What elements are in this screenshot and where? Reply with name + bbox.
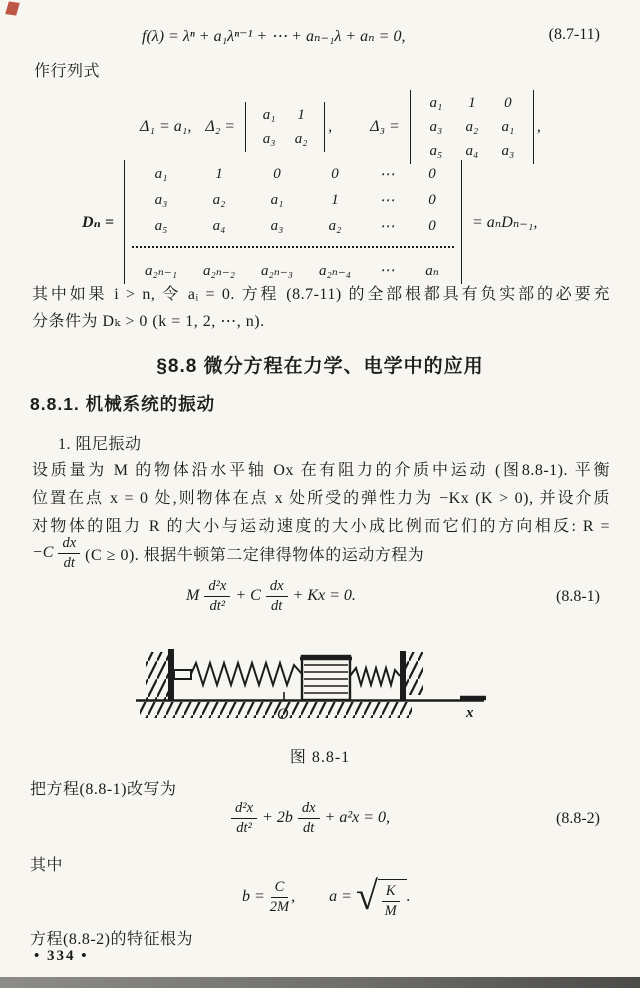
matrix-cell: a₃ bbox=[429, 118, 443, 135]
sqrt-k-over-m bbox=[355, 872, 407, 919]
roots-sentence: 方程(8.8-2)的特征根为 bbox=[30, 931, 193, 948]
fraction-denominator: dt bbox=[303, 819, 315, 836]
matrix-cell: 0 bbox=[428, 165, 436, 182]
matrix-cell: 0 bbox=[504, 94, 512, 111]
matrix-cell: a₅ bbox=[154, 217, 168, 234]
setup-paragraph-line1: 设质量为 M 的物体沿水平轴 Ox 在有阻力的介质中运动 (图8.8-1). 平衡 bbox=[32, 462, 610, 479]
dx-dt-fraction bbox=[266, 578, 288, 614]
page-number: • 334 • bbox=[34, 948, 89, 964]
dn-matrix bbox=[124, 160, 462, 284]
b-lhs: b = bbox=[242, 888, 265, 905]
matrix-cell: a₂ bbox=[328, 217, 342, 234]
matrix-cell: 1 bbox=[468, 94, 476, 111]
equation-tail-term: + a²x = 0, bbox=[324, 809, 391, 826]
matrix-cell: ⋯ bbox=[379, 218, 395, 235]
delta2-determinant bbox=[245, 102, 325, 152]
radical-sign: √ bbox=[355, 872, 378, 918]
matrix-cell: a₃ bbox=[262, 130, 276, 147]
comma: , bbox=[328, 118, 333, 135]
figure-caption: 图 8.8-1 bbox=[289, 749, 351, 766]
matrix-cell: a₂ₙ₋₁ bbox=[145, 262, 177, 279]
matrix-cell: a₂ₙ₋₄ bbox=[319, 262, 351, 279]
delta3-determinant bbox=[410, 90, 534, 164]
matrix-cell: 0 bbox=[428, 191, 436, 208]
matrix-cell: a₄ bbox=[212, 217, 226, 234]
origin-label: O bbox=[277, 706, 289, 723]
matrix-cell: a₁ bbox=[501, 118, 515, 135]
right-wall-hatch bbox=[406, 652, 423, 695]
setup-line4-text: (C ≥ 0). 根据牛顿第二定律得物体的运动方程为 bbox=[85, 546, 425, 564]
matrix-cell: a₃ bbox=[501, 142, 515, 159]
matrix-cell: 1 bbox=[331, 191, 339, 208]
mass-symbol: M bbox=[186, 587, 200, 604]
matrix-cell: 0 bbox=[331, 165, 339, 182]
equation-8-8-2-tag: (8.8-2) bbox=[556, 810, 600, 827]
left-wall-hatch bbox=[146, 652, 168, 700]
equation-8-7-11-tag: (8.7-11) bbox=[548, 26, 600, 43]
equation-8-8-1-tag: (8.8-1) bbox=[556, 588, 600, 605]
section-heading: §8.8 微分方程在力学、电学中的应用 bbox=[156, 356, 484, 377]
delta2-lhs: Δ₂ = bbox=[205, 118, 236, 135]
fraction-numerator: dx bbox=[298, 800, 320, 819]
make-determinant-label: 作行列式 bbox=[34, 63, 101, 80]
fraction-numerator: dx bbox=[266, 578, 288, 597]
matrix-cell: ⋯ bbox=[379, 262, 395, 279]
c-over-2m-fraction bbox=[270, 879, 289, 915]
matrix-cell: a₁ bbox=[262, 106, 276, 123]
equation-middle-term: + C bbox=[235, 587, 261, 604]
matrix-cell: ⋯ bbox=[379, 192, 395, 209]
fraction-denominator: 2M bbox=[269, 898, 290, 915]
dn-rhs: = aₙDₙ₋₁, bbox=[472, 214, 538, 231]
setup-paragraph-line4 bbox=[32, 532, 424, 574]
fraction-numerator: d²x bbox=[231, 800, 257, 819]
rewrite-sentence: 把方程(8.8-1)改写为 bbox=[30, 781, 177, 798]
matrix-cell: a₁ bbox=[270, 191, 284, 208]
characteristic-polynomial-formula: f(λ) = λⁿ + a₁λⁿ⁻¹ + ⋯ + aₙ₋₁λ + aₙ = 0, bbox=[142, 28, 406, 45]
matrix-cell: aₙ bbox=[425, 262, 439, 279]
equation-8-8-2 bbox=[226, 796, 390, 840]
fraction-denominator: dt bbox=[271, 597, 283, 614]
equation-tail-term: + Kx = 0. bbox=[292, 587, 356, 604]
comma: , bbox=[291, 888, 296, 905]
d2x-dt2-fraction bbox=[231, 800, 257, 836]
scan-edge-shadow bbox=[0, 977, 640, 988]
equation-8-8-1 bbox=[186, 574, 356, 618]
equation-middle-term: + 2b bbox=[262, 809, 293, 826]
dn-lhs: Dₙ = bbox=[82, 214, 114, 231]
radicand bbox=[378, 879, 407, 919]
matrix-ellipsis-row bbox=[132, 246, 454, 257]
condition-paragraph-line2: 分条件为 Dₖ > 0 (k = 1, 2, ⋯, n). bbox=[32, 313, 265, 330]
matrix-cell: a₂ₙ₋₃ bbox=[261, 262, 293, 279]
fraction-denominator: dt² bbox=[209, 597, 226, 614]
fraction-denominator: dt bbox=[63, 554, 75, 571]
spring-mass-diagram bbox=[130, 643, 590, 743]
fraction-denominator: M bbox=[384, 902, 397, 919]
right-wall-post bbox=[400, 651, 406, 700]
left-spring bbox=[191, 663, 302, 685]
matrix-cell: a₂ bbox=[212, 191, 226, 208]
setup-paragraph-line2: 位置在点 x = 0 处,则物体在点 x 处所受的弹性力为 −Kx (K > 0), 并设介质 bbox=[32, 490, 610, 507]
hurwitz-determinant-line bbox=[82, 160, 537, 284]
matrix-cell: a₃ bbox=[154, 191, 168, 208]
matrix-cell: a₅ bbox=[429, 142, 443, 159]
coefficient-definitions bbox=[242, 872, 411, 922]
matrix-cell: a₃ bbox=[270, 217, 284, 234]
dx-dt-fraction bbox=[58, 535, 80, 571]
comma: , bbox=[536, 118, 541, 135]
fraction-numerator: K bbox=[382, 883, 400, 902]
matrix-cell: 0 bbox=[428, 217, 436, 234]
fraction-numerator: d²x bbox=[204, 578, 230, 597]
spring-mass-figure bbox=[130, 643, 590, 748]
dx-dt-fraction bbox=[298, 800, 320, 836]
matrix-cell: ⋯ bbox=[379, 166, 395, 183]
left-spring-anchor bbox=[174, 670, 191, 679]
x-axis-label: x bbox=[466, 705, 474, 721]
fraction-denominator: dt² bbox=[236, 819, 252, 836]
fraction-numerator: C bbox=[271, 879, 289, 898]
matrix-cell: 1 bbox=[215, 165, 223, 182]
right-spring bbox=[350, 668, 400, 685]
matrix-cell: a₄ bbox=[465, 142, 479, 159]
matrix-cell: a₂ bbox=[294, 130, 308, 147]
fraction-numerator: dx bbox=[58, 535, 80, 554]
a-lhs: a = bbox=[329, 888, 352, 905]
ground-hatch bbox=[140, 702, 412, 718]
red-corner-mark bbox=[7, 2, 18, 15]
red-corner-mark-shape bbox=[5, 1, 20, 15]
matrix-cell: a₁ bbox=[429, 94, 443, 111]
subsection-heading: 8.8.1. 机械系统的振动 bbox=[30, 394, 216, 414]
condition-paragraph-line1: 其中如果 i > n, 令 aᵢ = 0. 方程 (8.7-11) 的全部根都具有负实部的必要充 bbox=[32, 286, 610, 303]
setup-paragraph-line3: 对物体的阻力 R 的大小与运动速度的大小成比例而它们的方向相反: R = bbox=[32, 518, 610, 535]
period: . bbox=[406, 888, 411, 905]
matrix-cell: a₁ bbox=[154, 165, 168, 182]
matrix-cell: 0 bbox=[273, 165, 281, 182]
k-over-m-fraction bbox=[382, 883, 400, 919]
matrix-cell: 1 bbox=[297, 106, 305, 123]
resistance-coefficient: −C bbox=[32, 544, 54, 561]
matrix-cell: a₂ bbox=[465, 118, 479, 135]
delta3-lhs: Δ₃ = bbox=[370, 118, 400, 135]
delta1-definition: Δ₁ = a₁, bbox=[140, 118, 192, 135]
where-label: 其中 bbox=[30, 857, 64, 874]
hurwitz-minors-line bbox=[140, 90, 541, 164]
item-heading: 1. 阻尼振动 bbox=[58, 436, 142, 453]
d2x-dt2-fraction bbox=[204, 578, 230, 614]
matrix-cell: a₂ₙ₋₂ bbox=[203, 262, 235, 279]
